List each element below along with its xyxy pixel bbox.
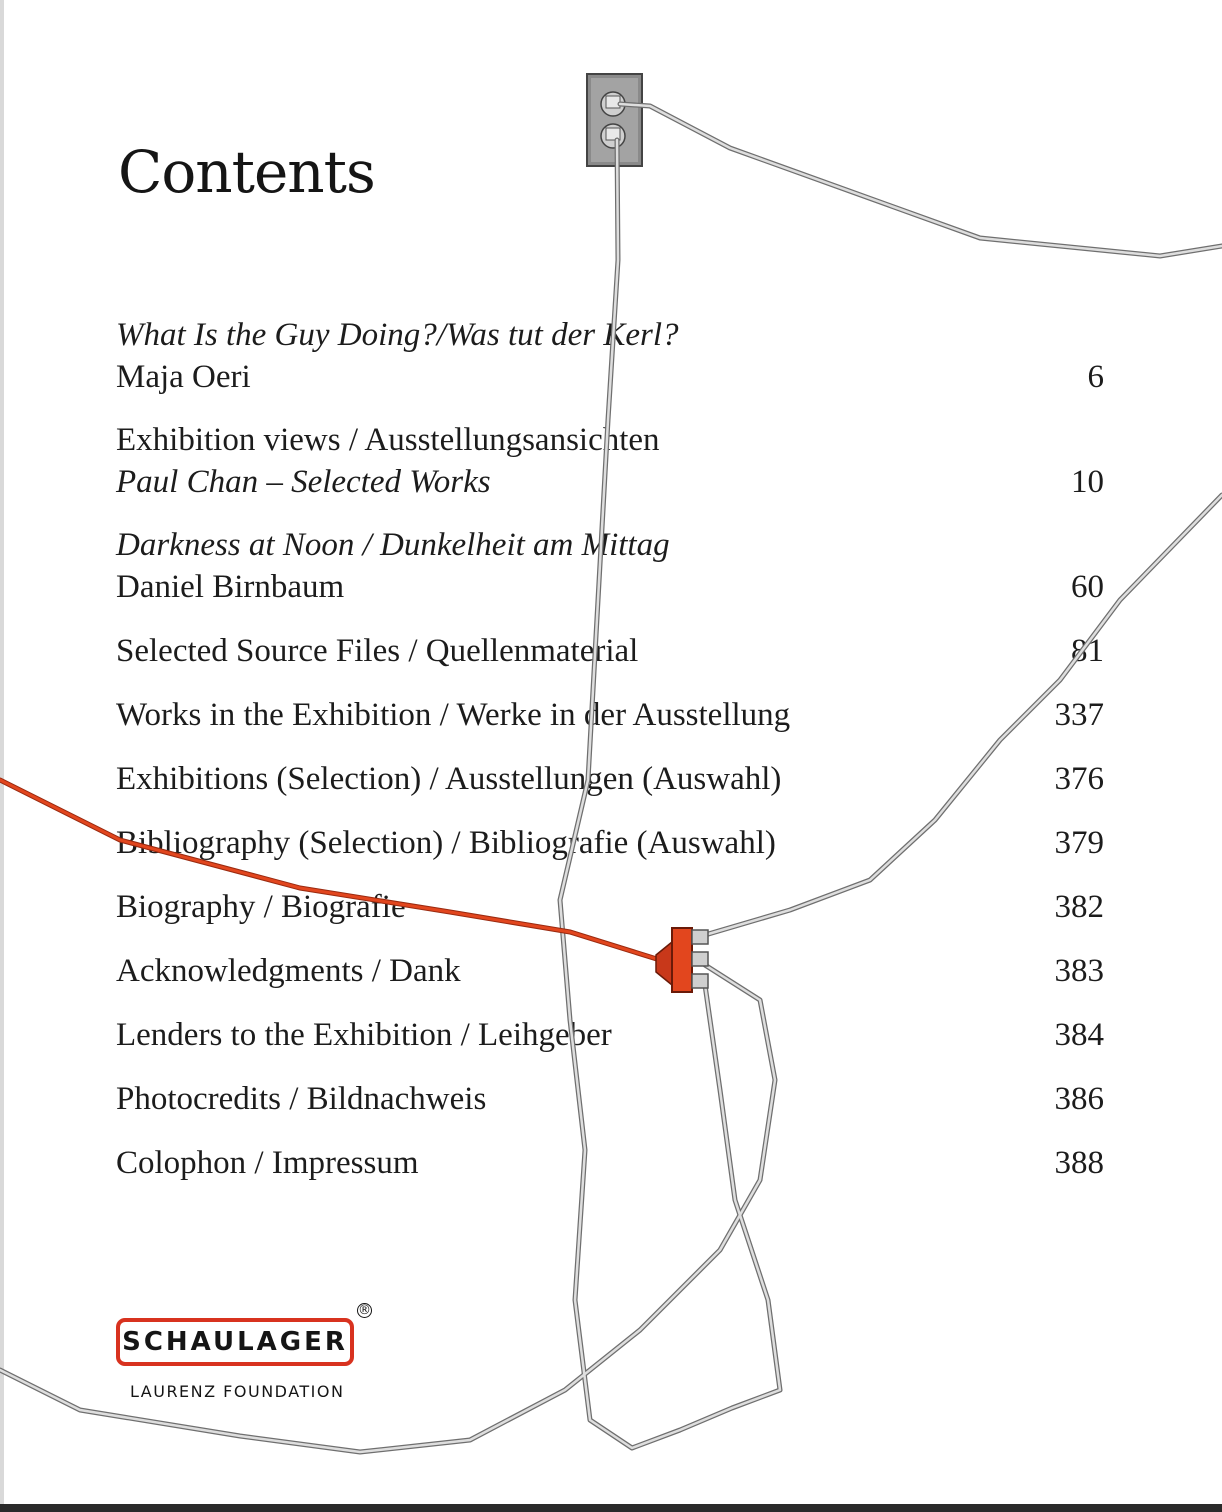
toc-entry-title: Photocredits / Bildnachweis: [116, 1081, 487, 1117]
toc-page-number: 10: [1071, 464, 1104, 500]
schaulager-logo: [116, 1318, 354, 1366]
logo-subtitle: LAURENZ FOUNDATION: [130, 1382, 345, 1401]
toc-page-number: 60: [1071, 569, 1104, 605]
page-edge: [0, 0, 4, 1512]
page-bottom-edge: [0, 1504, 1222, 1512]
toc-entry-title: Selected Source Files / Quellenmaterial: [116, 633, 639, 669]
toc-entry-subtitle: Maja Oeri: [116, 359, 251, 395]
toc-page-number: 382: [1054, 889, 1104, 925]
toc-page-number: 386: [1054, 1081, 1104, 1117]
toc-entry: [116, 758, 1104, 800]
toc-entry: [116, 1142, 1104, 1184]
toc-entry: [116, 419, 1104, 503]
toc-entry: [116, 1078, 1104, 1120]
toc-entry-subtitle: Daniel Birnbaum: [116, 569, 345, 605]
toc-entry-title: What Is the Guy Doing?/Was tut der Kerl?: [116, 317, 679, 353]
toc-entry: [116, 822, 1104, 864]
toc-entry-title: Works in the Exhibition / Werke in der Ausstellung: [116, 697, 791, 733]
page-title: Contents: [118, 138, 375, 206]
registered-mark: ®: [358, 1303, 371, 1318]
toc-entry-title: Exhibition views / Ausstellungsansichten: [116, 422, 660, 458]
wall-outlet-icon: [587, 74, 642, 166]
logo-name: SCHAULAGER: [122, 1327, 348, 1357]
toc-page-number: 379: [1054, 825, 1104, 861]
toc-entry: [116, 314, 1104, 398]
toc-entry: [116, 950, 1104, 992]
toc-entry-title: Biography / Biografie: [116, 889, 406, 925]
toc-page-number: 6: [1087, 359, 1104, 395]
toc-entry-title: Bibliography (Selection) / Bibliografie (Auswahl): [116, 825, 776, 861]
toc-entry: [116, 524, 1104, 608]
toc-entry-subtitle: Paul Chan – Selected Works: [116, 464, 491, 500]
toc-entry: [116, 886, 1104, 928]
toc-page-number: 376: [1054, 761, 1104, 797]
toc-entry: [116, 694, 1104, 736]
toc-entry: [116, 1014, 1104, 1056]
toc-entry-title: Lenders to the Exhibition / Leihgeber: [116, 1017, 612, 1053]
toc-entry-title: Exhibitions (Selection) / Ausstellungen (Auswahl): [116, 761, 782, 797]
toc-page-number: 337: [1054, 697, 1104, 733]
toc-page-number: 383: [1054, 953, 1104, 989]
toc-page-number: 384: [1054, 1017, 1104, 1053]
toc-entry-title: Acknowledgments / Dank: [116, 953, 461, 989]
toc-entry-title: Colophon / Impressum: [116, 1145, 419, 1181]
toc-page-number: 81: [1071, 633, 1104, 669]
toc-entry-title: Darkness at Noon / Dunkelheit am Mittag: [116, 527, 670, 563]
toc-page-number: 388: [1054, 1145, 1104, 1181]
toc-entry: [116, 630, 1104, 672]
